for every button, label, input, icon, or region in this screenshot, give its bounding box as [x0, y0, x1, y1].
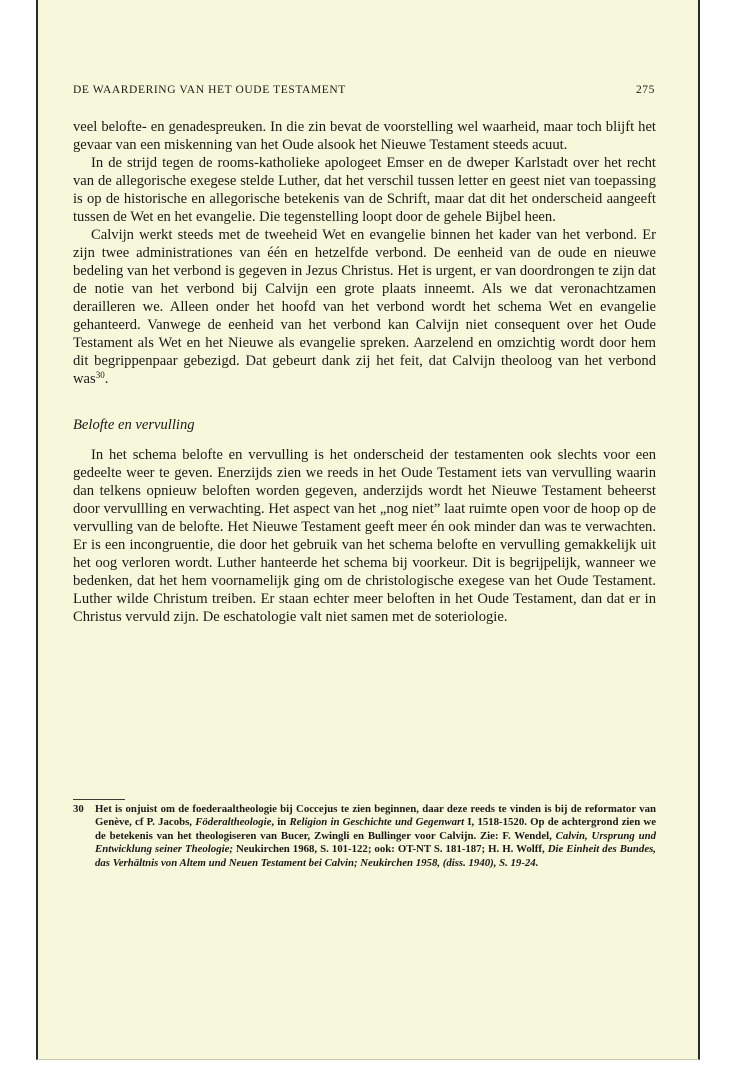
paragraph-2: In de strijd tegen de rooms-katholieke apologeet Emser en de dweper Karlstadt over het recht van de allegorische exegese stelde Luther, dat het verschil tussen letter en geest niet van toepassing is op de historische en allegorische betekenis van de Schrift, maar dat dit het onderscheid aangeeft tussen de Wet en het evangelie. Die tegenstelling loopt door de gehele Bijbel heen. — [73, 155, 656, 225]
footnote-title-3: Calvin, Ursprung und Entwicklung seiner Theologie; — [95, 829, 656, 856]
running-header — [73, 84, 655, 96]
footnote-part-1: Het is onjuist om de foederaaltheologie bij Coccejus te zien beginnen, daar deze reeds te vinden is bij de reformator van Genève, cf P. Jacobs, — [95, 803, 656, 829]
book-page — [36, 0, 700, 1060]
footnote-rule — [73, 799, 125, 800]
body-text — [73, 118, 656, 626]
footnote-number: 30 — [73, 803, 84, 815]
page-number: 275 — [635, 84, 655, 96]
paragraph-4: In het schema belofte en vervulling is het onderscheid der testamenten ook slechts voor een gedeelte weer te geven. Enerzijds zien we reeds in het Oude Testament iets van vervulling waarin dan telkens opnieuw beloften worden gegeven, anderzijds wordt het Nieuwe Testament beheerst door vervullling en verwachting. Het aspect van het „nog niet” laat ruimte open voor de hoop op de vervulling van de belofte. Het Nieuwe Testament geeft meer én ook minder dan was te verwachten. Er is een incongruentie, die door het gebruik van het schema belofte en vervulling gemakkelijk uit het oog verloren wordt. Luther hanteerde het schema bij voorkeur. Dit is begrijpelijk, wanneer we bedenken, dat het hem voornamelijk ging om de christologische exegese van het Oude Testament. Luther wilde Christum treiben. Er staan echter meer beloften in het Oude Testament, dan dat er in Christus vervuld zijn. De eschatologie valt niet samen met de soteriologie. — [73, 447, 656, 625]
footnote-30 — [73, 803, 656, 870]
paragraph-3-text: Calvijn werkt steeds met de tweeheid Wet en evangelie binnen het kader van het verbond. Er zijn twee administrationes van één en hetzelfde verbond. De eenheid van de oude en nieuwe bedeling van het verbond is gegeven in Jezus Christus. Het is urgent, er van doordrongen te zijn dat de notie van het verbond bij Calvijn een grote plaats inneemt. Als we dat veronachtzamen derailleren we. Alleen onder het hoofd van het verbond wordt het schema Wet en evangelie gehanteerd. Vanwege de eenheid van het verbond kan Calvijn niet consequent over het Oude Testament als Wet en het Nieuwe als evangelie spreken. Aarzelend en omzichtig wordt door hem dit begrippenpaar gebezigd. Dat gebeurt dank zij het feit, dat Calvijn theoloog van het verbond was — [73, 227, 656, 387]
paragraph-3-end: . — [104, 371, 109, 387]
footnote-part-3: I, 1518-1520. Op de achtergrond zien we de betekenis van het theologiseren van Bucer, Zwingli en Bullinger voor Calvijn. Zie: F. Wendel, — [95, 816, 656, 842]
paragraph-3 — [73, 226, 656, 388]
footnote-title-4: Die Einheit des Bundes, das Verhältnis von Altem und Neuen Testament bei Calvin; Neukirchen 1958, (diss. 1940), S. 19-24. — [95, 843, 657, 869]
running-title: DE WAARDERING VAN HET OUDE TESTAMENT — [73, 84, 346, 96]
footnote-ref-30[interactable]: 30 — [95, 370, 105, 380]
footnote-text — [95, 803, 656, 870]
paragraph-1: veel belofte- en genadespreuken. In die zin bevat de voorstelling wel waarheid, maar toch blijft het gevaar van een miskenning van het Oude alsook het Nieuwe Testament steeds acuut. — [73, 119, 656, 153]
footnote-title-2: Religion in Geschichte und Gegenwart — [289, 816, 465, 829]
section-heading: Belofte en vervulling — [73, 417, 195, 433]
footnote-part-2: , in — [271, 816, 290, 829]
footnote-part-4: Neukirchen 1968, S. 101-122; ook: OT-NT S. 181-187; H. H. Wolff, — [233, 843, 548, 856]
footnote-title-1: Föderaltheologie — [195, 816, 272, 829]
